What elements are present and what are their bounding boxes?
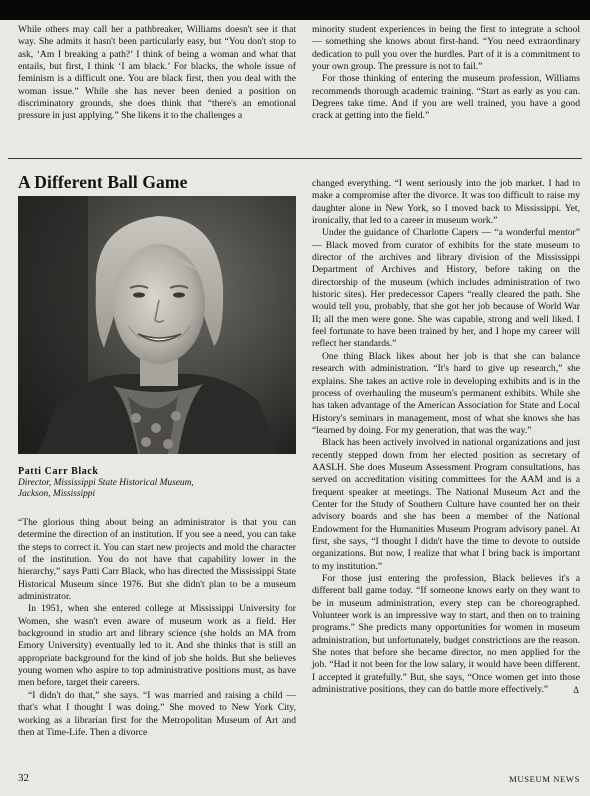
paragraph: minority student experiences in being the first to integrate a school — something she knows about first-hand. “You need extraordinary dedication to pull you over the hurdles. Part of it is a commitment to your own group. The pressure is not to fail.”: [312, 24, 580, 73]
section-divider: [8, 158, 582, 159]
section-headline: A Different Ball Game: [18, 172, 188, 192]
paragraph: For those thinking of entering the museum profession, Williams recommends thorough academic training. “Start as early as you can. Degrees take time. And if you are well trained, you have a good crack at getting into the field.”: [312, 73, 580, 122]
portrait-photo: [18, 196, 296, 454]
person-title: Director, Mississippi State Historical Museum,: [18, 477, 194, 488]
paragraph: Under the guidance of Charlotte Capers — “a wonderful mentor” — Black moved from curator of exhibits for the state museum to director of the archives and library division of the Mississippi Department of Archives and History, before taking on the directorship of the museum (which includes administration of two historic sites). Her predecessor Capers “really cleared the path. She would tell you, probably, that she got her job because of World War II; all the men were gone. She was capable, strong and well liked. I feel fortunate to have been trained by her, and I hope my career will reflect her standards.”: [312, 227, 580, 350]
article-column-bottom-left: [18, 517, 296, 739]
paragraph: Black has been actively involved in national organizations and just recently stepped down from her elected position as secretary of AASLH. She does Museum Assessment Program consultations, has served on accreditation visiting committees for the AAM and is a frequent speaker at meetings. The National Museum Act and the Center for the Study of Southern Culture have counted her on their advisory boards and she has been a member of the National Endowment for the Humanities Museum Program advisory panel. At first, she says, “I thought I didn't have the time to devote to outside organizations. But now, I realize that what I bring back is important to my institution.”: [312, 437, 580, 572]
photo-caption: [18, 466, 296, 501]
magazine-name: MUSEUM NEWS: [509, 774, 580, 784]
paragraph: “The glorious thing about being an administrator is that you can determine the direction of an institution. If you see a need, you can take the steps to correct it. You can start new projects and mold the character of the institution. You do not have that capability lower in the hierarchy,” says Patti Carr Black, who has directed the Mississippi State Historical Museum since 1976. But she didn't plan to be a museum administrator.: [18, 517, 296, 603]
person-name: Patti Carr Black: [18, 466, 99, 477]
paragraph: [312, 573, 580, 696]
page-number: 32: [18, 772, 29, 784]
paragraph: One thing Black likes about her job is that she can balance research with administration. “It's hard to give up research,” she explains. She takes an active role in developing exhibits and is in the process of overhauling the museum's permanent exhibits. While she has taken advantage of the American Association for State and Local History's seminars in management, most of what she knows she has “learned by doing. For my generation, that was the way.”: [312, 350, 580, 436]
article-column-top-right: [312, 24, 580, 123]
paragraph: changed everything. “I went seriously into the job market. I had to make a compromise after the divorce. It was too difficult to raise my daughter alone in New York, so I moved back to Mississippi. Yet, ironically, that led to a career in museum work.”: [312, 178, 580, 227]
end-of-article-mark: Δ: [573, 685, 579, 696]
paragraph-text: For those just entering the profession, Black believes it's a different ball game today. “If someone knows early on they want to be in museum administration, every step can be choreographed. Volunteer work is an impressive way to start, and then on to training programs.” She predicts many opportunities for women in museum administration, but unfortunately, budget constrictions are the reason. She notes that before she became director, no men applied for the job. “Had it not been for the low salary, it would have been different. I accepted it gratefully.” But, she says, “Once women get into those administrative positions, they can do battle more effectively.”: [312, 573, 580, 696]
person-location: Jackson, Mississippi: [18, 489, 96, 500]
article-column-bottom-right: [312, 178, 580, 696]
top-black-bar: [0, 0, 590, 20]
paragraph: While others may call her a pathbreaker, Williams doesn't see it that way. She admits it hasn't been particularly easy, but “You don't stop to ask, ‘Am I breaking a path?’ I think of being a woman and what that entails, but first, I think ‘I am black.’ For blacks, the whole issue of feminism is a difficult one. You are black first, then you deal with the woman issue.” While she has never been denied a position on discriminatory grounds, she does think that “there's an emotional pressure in just applying.” She likens it to the challenges a: [18, 24, 296, 122]
paragraph: In 1951, when she entered college at Mississippi University for Women, she wasn't even aware of museum work as a field. Her background in studio art and library science (she holds an MA from Emory University) eventually led to it. And she thinks that is still an appropriate background for the kind of job she holds. But she believes young women who aspire to top administrative positions must, as have men before, target their careers.: [18, 603, 296, 689]
paragraph: “I didn't do that,” she says. “I was married and raising a child — that's what I thought I was doing.” She moved to New York City, working as a librarian first for the Metropolitan Museum of Art and then at Time-Life. Then a divorce: [18, 689, 296, 738]
article-column-top-left: [18, 24, 296, 123]
